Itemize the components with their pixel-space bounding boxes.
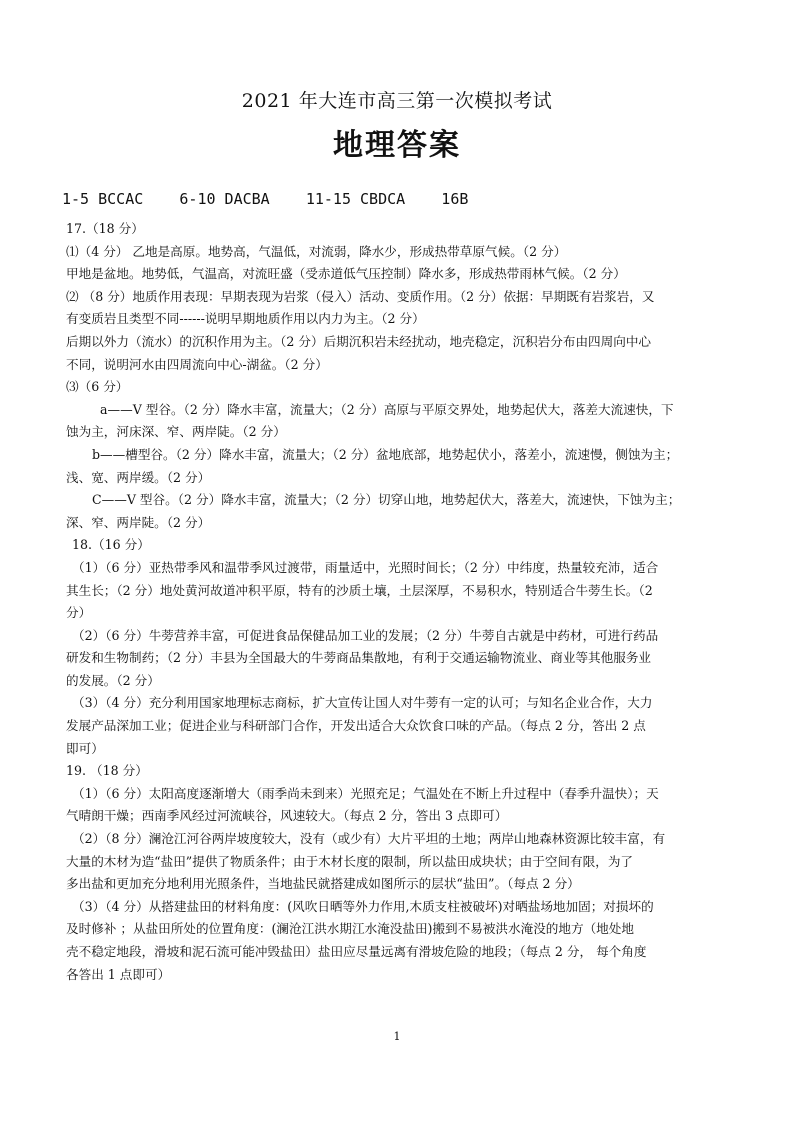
answer-line: 蚀为主，河床深、窄、两岸陡。（2 分） bbox=[66, 424, 286, 440]
answer-line: （1）（6 分）亚热带季风和温带季风过渡带，雨量适中，光照时间长；（2 分）中纬度，热量较充沛，适合 bbox=[72, 559, 659, 575]
answer-line: a——V 型谷。（2 分）降水丰富，流量大；（2 分）高原与平原交界处，地势起伏大，落差大流速快，下 bbox=[100, 401, 674, 417]
answer-line: （1）（6 分）太阳高度逐渐增大（雨季尚未到来）光照充足；气温处在不断上升过程中（春季升温快）；天 bbox=[72, 785, 659, 801]
answer-line: 分） bbox=[66, 605, 92, 621]
answer-line: 深、窄、两岸陡。（2 分） bbox=[66, 514, 211, 530]
answer-line: 各答出 1 点即可） bbox=[66, 966, 171, 982]
answer-line: 不同，说明河水由四周流向中心-湖盆。（2 分） bbox=[66, 356, 328, 372]
answer-line: （3）（4 分）充分利用国家地理标志商标，扩大宣传让国人对牛蒡有一定的认可；与知名企业合作，大力 bbox=[72, 695, 653, 711]
answer-line: 气晴朗干燥；西南季风经过河流峡谷，风速较大。（每点 2 分，答出 3 点即可） bbox=[66, 808, 508, 824]
answer-line: 浅、宽、两岸缓。（2 分） bbox=[66, 469, 211, 485]
exam-title: 2021 年大连市高三第一次模拟考试 bbox=[241, 90, 553, 112]
multiple-choice-answers: 1-5 BCCAC 6-10 DACBA 11-15 CBDCA 16B bbox=[62, 190, 469, 208]
answer-line: 的发展。（2 分） bbox=[66, 672, 160, 688]
answer-line: 后期以外力（流水）的沉积作用为主。（2 分）后期沉积岩未经扰动，地壳稳定，沉积岩分布由四周向中心 bbox=[66, 333, 652, 349]
answer-line: 壳不稳定地段，滑坡和泥石流可能冲毁盐田）盐田应尽量远离有滑坡危险的地段；（每点 2 分， 每个角度 bbox=[66, 944, 647, 959]
answer-line: （3）（4 分）从搭建盐田的材料角度：(风吹日晒等外力作用,木质支柱被破坏)对晒盐场地加固；对损坏的 bbox=[72, 898, 654, 914]
answer-line: 其生长；（2 分）地处黄河故道冲积平原，特有的沙质土壤，土层深厚，不易积水，特别适合牛蒡生长。（2 bbox=[66, 582, 653, 598]
answer-line: 19. （18 分） bbox=[66, 763, 148, 779]
answer-line: 即可） bbox=[66, 740, 104, 756]
answer-line: 及时修补 ；从盐田所处的位置角度：(澜沧江洪水期江水淹没盐田)搬到不易被洪水淹没的地方（地处地 bbox=[66, 921, 634, 937]
answer-heading: 地理答案 bbox=[333, 128, 461, 163]
page-number: 1 bbox=[393, 1030, 401, 1043]
answer-line: （2）（6 分）牛蒡营养丰富，可促进食品保健品加工业的发展；（2 分）牛蒡自古就是中药材，可进行药品 bbox=[72, 627, 659, 643]
answer-body bbox=[66, 218, 726, 986]
answer-line: 发展产品深加工业；促进企业与科研部门合作，开发出适合大众饮食口味的产品。（每点 2 分，答出 2 点 bbox=[66, 718, 646, 734]
answer-line: 研发和生物制药；（2 分）丰县为全国最大的牛蒡商品集散地，有利于交通运输物流业、商业等其他服务业 bbox=[66, 650, 652, 666]
answer-line: 有变质岩且类型不同------说明早期地质作用以内力为主。（2 分） bbox=[66, 311, 425, 327]
answer-line: ⑵ （8 分）地质作用表现：早期表现为岩浆（侵入）活动、变质作用。（2 分）依据：早期既有岩浆岩，又 bbox=[66, 288, 655, 304]
answer-line: ⑶（6 分） bbox=[66, 379, 129, 395]
answer-line: ⑴（4 分） 乙地是高原。地势高，气温低，对流弱，降水少，形成热带草原气候。（2 分） bbox=[66, 243, 567, 259]
answer-line: b——槽型谷。（2 分）降水丰富，流量大；（2 分）盆地底部，地势起伏小，落差小，流速慢，侧蚀为主； bbox=[92, 446, 679, 462]
answer-line: 17.（18 分） bbox=[66, 221, 144, 236]
answer-line: （2）（8 分）澜沧江河谷两岸坡度较大，没有（或少有）大片平坦的土地；两岸山地森林资源比较丰富，有 bbox=[72, 831, 666, 847]
answer-line: 多出盐和更加充分地利用光照条件，当地盐民就搭建成如图所示的层状“盐田”。（每点 2 分） bbox=[66, 876, 580, 892]
answer-line: C——V 型谷。（2 分）降水丰富，流量大；（2 分）切穿山地，地势起伏大，落差大，流速快，下蚀为主； bbox=[92, 492, 681, 508]
answer-line: 大量的木材为造“盐田”提供了物质条件；由于木材长度的限制，所以盐田成块状；由于空间有限，为了 bbox=[66, 853, 634, 869]
answer-line: 18.（16 分） bbox=[72, 537, 150, 553]
answer-line: 甲地是盆地。地势低，气温高，对流旺盛（受赤道低气压控制）降水多，形成热带雨林气候。（2 分） bbox=[66, 266, 626, 282]
